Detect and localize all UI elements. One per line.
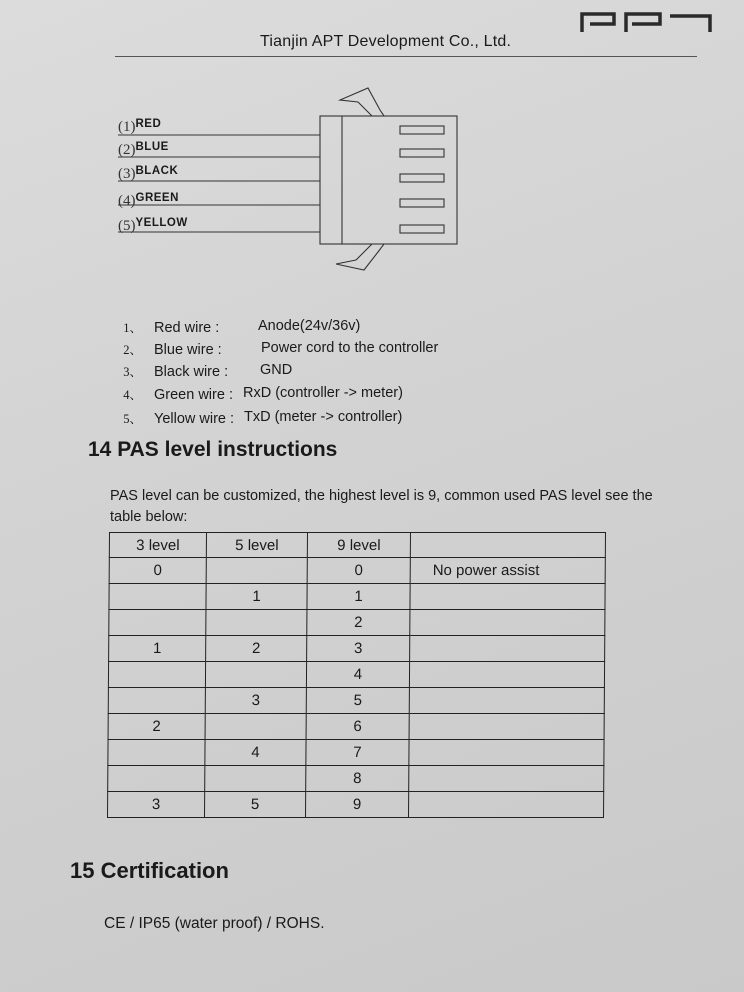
pinout-description: Anode(24v/36v) [258,318,361,334]
pinout-label: Red wire : [154,320,220,336]
pin-slot-3 [400,174,444,182]
cell-3-level [108,688,205,714]
cell-5-level [205,662,306,688]
pas-level-table [107,532,606,818]
table-row [108,714,604,740]
pinout-description: Power cord to the controller [261,340,439,356]
cell-3-level [108,662,205,688]
intro-line-2: table below: [110,509,188,525]
cell-notes [410,610,605,636]
cell-3-level: 3 [108,792,205,818]
wire-name: GREEN [135,192,179,204]
cell-9-level: 3 [307,636,410,662]
pin-slot-4 [400,199,444,207]
pin-slot-1 [400,126,444,134]
cell-9-level: 1 [307,584,410,610]
pinout-number: 4、 [123,388,142,402]
section-15-title: 15 Certification [70,858,229,883]
cell-notes: No power assist [410,558,605,584]
header-cell-5-level: 5 level [206,533,307,558]
cell-5-level [206,558,307,584]
pinout-number: 3、 [123,365,142,379]
cell-3-level [109,610,206,636]
cell-5-level [205,766,306,792]
cell-9-level: 9 [306,792,409,818]
cell-3-level [108,766,205,792]
cell-9-level: 6 [306,714,409,740]
wire-label-green [118,192,179,210]
wire-number: (3) [118,166,136,182]
table-row [108,740,604,766]
table-row [109,584,605,610]
cell-notes [409,662,604,688]
cell-notes [410,636,605,662]
cell-9-level: 0 [307,558,410,584]
table-row [108,662,604,688]
table-row [109,558,605,584]
table-row [109,636,605,662]
cell-5-level: 3 [205,688,306,714]
cell-9-level: 4 [306,662,409,688]
cell-3-level [109,584,206,610]
cell-5-level: 4 [205,740,306,766]
pin-slot-5 [400,225,444,233]
pinout-description: RxD (controller -> meter) [243,385,403,401]
intro-line-1: PAS level can be customized, the highest level is 9, common used PAS level see the [110,488,653,504]
cell-5-level [206,610,307,636]
cell-5-level: 2 [206,636,307,662]
cell-3-level [108,740,205,766]
pinout-label: Black wire : [154,364,229,380]
pinout-description: TxD (meter -> controller) [244,409,403,425]
pinout-description: GND [260,362,293,378]
wire-label-blue [118,141,169,159]
cell-9-level: 8 [306,766,409,792]
table-row [108,688,604,714]
pinout-row [110,318,361,336]
wire-label-red [118,118,161,136]
certification-text: CE / IP65 (water proof) / ROHS. [104,915,325,932]
cell-3-level: 0 [109,558,206,584]
table-header-row [109,533,605,558]
cell-notes [409,714,604,740]
pinout-number: 5、 [123,412,142,426]
header-cell-notes [410,533,605,558]
cell-notes [410,584,605,610]
wire-name: YELLOW [135,217,188,229]
wire-number: (4) [118,193,136,209]
wire-name: BLUE [135,141,169,153]
cell-3-level: 2 [108,714,205,740]
table-row [108,792,604,818]
header-cell-3-level: 3 level [109,533,206,558]
pinout-number: 2、 [123,343,142,357]
wire-number: (2) [118,142,136,158]
pinout-number: 1、 [123,321,142,335]
wire-label-black [118,165,178,183]
pinout-label: Green wire : [154,387,233,403]
wire-label-yellow [118,217,188,235]
cell-9-level: 5 [306,688,409,714]
pin-slot-2 [400,149,444,157]
header-cell-9-level: 9 level [307,533,410,558]
cell-3-level: 1 [109,636,206,662]
cell-notes [409,792,604,818]
cell-5-level: 1 [206,584,307,610]
wire-number: (1) [118,119,136,135]
company-name: Tianjin APT Development Co., Ltd. [260,33,512,50]
apt-logo [580,12,716,34]
cell-5-level: 5 [205,792,306,818]
pinout-label: Yellow wire : [154,411,235,427]
wire-number: (5) [118,218,136,234]
section-14-intro [110,486,653,528]
cell-5-level [205,714,306,740]
pinout-label: Blue wire : [154,342,222,358]
header-rule [115,56,697,57]
cell-notes [409,740,604,766]
pinout-row [110,340,439,358]
cell-9-level: 7 [306,740,409,766]
wire-name: RED [135,118,162,130]
pinout-row [110,385,403,403]
cell-9-level: 2 [307,610,410,636]
section-14-title: 14 PAS level instructions [88,438,338,461]
wire-name: BLACK [135,165,179,177]
pinout-row [110,409,403,427]
table-row [109,610,605,636]
table-row [108,766,604,792]
cell-notes [409,766,604,792]
pinout-row [110,362,293,380]
cell-notes [409,688,604,714]
